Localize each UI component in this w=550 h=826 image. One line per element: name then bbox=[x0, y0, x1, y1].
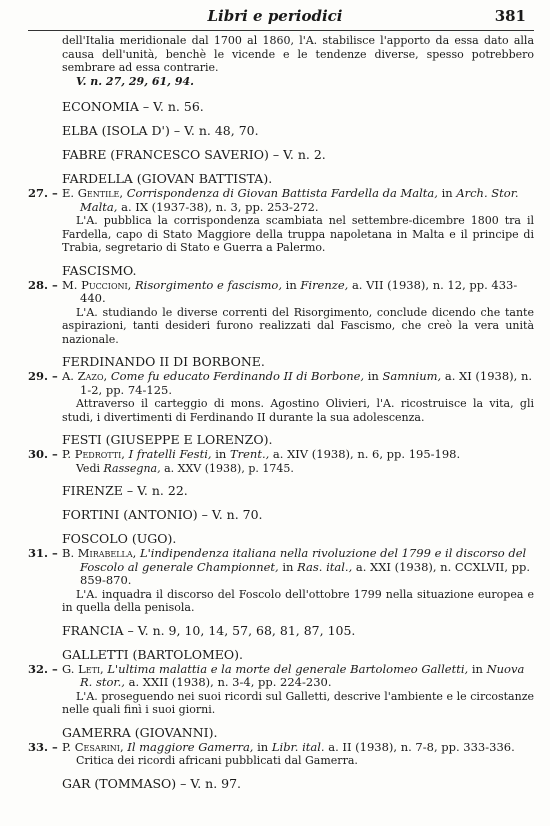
note-details: a. XXV (1938), p. 1745. bbox=[164, 461, 294, 475]
entry-journal: Arch. Stor. Malta, bbox=[80, 186, 519, 214]
entry-author: E. Gentile, bbox=[62, 186, 124, 200]
header-rule bbox=[28, 30, 534, 31]
entry-title: L'ultima malattia e la morte del generale Bartolomeo Galletti, bbox=[107, 661, 469, 676]
entry-in: in bbox=[441, 186, 453, 200]
entry-journal: Ras. ital., bbox=[297, 559, 353, 574]
note-text: Vedi bbox=[76, 461, 101, 475]
entry-details: a. XIV (1938), n. 6, pp. 195-198. bbox=[272, 447, 461, 461]
entry-title: L'indipendenza italiana nella rivoluzione del 1799 e il discorso del Foscolo al generale Championnet, bbox=[80, 546, 527, 574]
entry-journal: Firenze, bbox=[300, 277, 349, 292]
entry-details: a. IX (1937-38), n. 3, pp. 253-272. bbox=[121, 199, 319, 214]
entry-in: in bbox=[285, 277, 297, 292]
entry-title: Il maggiore Gamerra, bbox=[127, 739, 254, 754]
entry-31 bbox=[28, 547, 534, 615]
entry-in: in bbox=[257, 739, 269, 754]
entry-number: 28. – bbox=[28, 277, 58, 292]
continued-paragraph bbox=[28, 34, 534, 88]
heading-fabre: FABRE (FRANCESCO SAVERIO) – V. n. 2. bbox=[62, 147, 326, 162]
entry-author: B. Mirabella, bbox=[62, 546, 137, 560]
entry-number: 31. – bbox=[28, 546, 58, 560]
entry-number: 27. – bbox=[28, 186, 58, 200]
running-head-title: Libri e periodici bbox=[207, 7, 343, 25]
entry-author: G. Leti, bbox=[62, 661, 104, 676]
entry-note: L'A. studiando le diverse correnti del Risorgimento, conclude dicendo che tante aspirazioni, tanti desideri furono realizzati dal Fascismo, che creò la vera unità nazionale. bbox=[62, 305, 534, 346]
page-number: 381 bbox=[494, 7, 526, 25]
entry-details: a. XXII (1938), n. 3-4, pp. 224-230. bbox=[128, 675, 332, 689]
para-line: alla causa dell'unità, benchè le vicende e le tendenze diverse, spesso potrebbero bbox=[62, 34, 535, 61]
heading-foscolo: FOSCOLO (UGO). bbox=[62, 531, 177, 546]
entry-details: a. II (1938), n. 7-8, pp. 333-336. bbox=[328, 739, 515, 754]
entry-journal: Trent., bbox=[229, 447, 270, 461]
para-line: dell'Italia meridionale dal 1700 al 1860, l'A. stabilisce l'apporto da essa dato bbox=[62, 34, 509, 47]
entry-number: 32. – bbox=[28, 661, 58, 676]
note-journal: Rassegna, bbox=[103, 461, 161, 475]
entry-author: P. Cesarini, bbox=[62, 739, 124, 754]
entry-author: M. Puccioni, bbox=[62, 277, 132, 292]
entry-title: Risorgimento e fascismo, bbox=[135, 277, 282, 292]
heading-francia: FRANCIA – V. n. 9, 10, 14, 57, 68, 81, 87, 105. bbox=[62, 622, 356, 638]
entry-details: a. VII (1938), n. 12, pp. 433-440. bbox=[80, 277, 518, 305]
heading-firenze: FIRENZE – V. n. 22. bbox=[62, 483, 188, 498]
entry-note: Critica dei ricordi africani pubblicati dal Gamerra. bbox=[76, 754, 358, 767]
entry-author: P. Pedrotti, bbox=[62, 447, 125, 461]
heading-fardella: FARDELLA (GIOVAN BATTISTA). bbox=[62, 171, 273, 186]
entry-in: in bbox=[367, 369, 379, 383]
entry-in: in bbox=[282, 559, 294, 574]
entry-33 bbox=[28, 741, 534, 768]
heading-gamerra: GAMERRA (GIOVANNI). bbox=[62, 724, 218, 740]
bibliography-body bbox=[28, 34, 534, 792]
cross-reference: V. n. 27, 29, 61, 94. bbox=[76, 74, 194, 88]
entry-details: a. XXI (1938), n. CCXLVII, pp. 859-870. bbox=[80, 559, 531, 587]
entry-29 bbox=[28, 370, 534, 424]
heading-fortini: FORTINI (ANTONIO) – V. n. 70. bbox=[62, 507, 263, 522]
heading-economia: ECONOMIA – V. n. 56. bbox=[62, 99, 204, 114]
entry-note: Attraverso il carteggio di mons. Agostino Olivieri, l'A. ricostruisce la vita, gli studi, i divertimenti di Ferdinando II durante la sua adolescenza. bbox=[62, 397, 534, 424]
heading-gar: GAR (TOMMASO) – V. n. 97. bbox=[62, 775, 242, 791]
entry-title: Corrispondenza di Giovan Battista Fardella da Malta, bbox=[126, 186, 438, 200]
heading-galletti: GALLETTI (BARTOLOMEO). bbox=[62, 646, 243, 662]
entry-journal: Samnium, bbox=[382, 369, 442, 383]
entry-journal: Libr. ital. bbox=[271, 739, 325, 754]
entry-in: in bbox=[215, 447, 227, 461]
para-line: sembrare ad essa contrarie. bbox=[62, 61, 219, 74]
entry-title: I fratelli Festi, bbox=[128, 447, 212, 461]
entry-title: Come fu educato Ferdinando II di Borbone, bbox=[110, 369, 365, 383]
entry-note: L'A. inquadra il discorso del Foscolo dell'ottobre 1799 nella situazione europea e in quella della penisola. bbox=[62, 587, 534, 614]
entry-28 bbox=[28, 279, 534, 347]
entry-27 bbox=[28, 187, 534, 255]
entry-in: in bbox=[471, 661, 483, 676]
entry-author: A. Zazo, bbox=[62, 369, 108, 383]
entry-number: 29. – bbox=[28, 369, 58, 383]
entry-number: 30. – bbox=[28, 447, 58, 461]
entry-30 bbox=[28, 448, 534, 475]
heading-fascismo: FASCISMO. bbox=[62, 262, 137, 278]
heading-festi: FESTI (GIUSEPPE E LORENZO). bbox=[62, 432, 273, 447]
entry-32 bbox=[28, 663, 534, 717]
entry-details: a. XI (1938), n. 1-2, pp. 74-125. bbox=[80, 369, 533, 397]
entry-note: L'A. proseguendo nei suoi ricordi sul Galletti, descrive l'ambiente e le circostanze nelle quali finì i suoi giorni. bbox=[62, 689, 534, 716]
entry-journal: Nuova R. stor., bbox=[80, 661, 525, 689]
entry-note: L'A. pubblica la corrispondenza scambiata nel settembre-dicembre 1800 tra il Fardella, capo di Stato Maggiore della truppa napoletana in Malta e il principe di Trabia, segretario di Stato e Guerra a Palermo. bbox=[62, 214, 534, 254]
entry-note bbox=[28, 462, 534, 476]
heading-ferdinando: FERDINANDO II DI BORBONE. bbox=[62, 354, 265, 369]
entry-number: 33. – bbox=[28, 739, 58, 754]
heading-elba: ELBA (ISOLA D') – V. n. 48, 70. bbox=[62, 123, 259, 138]
